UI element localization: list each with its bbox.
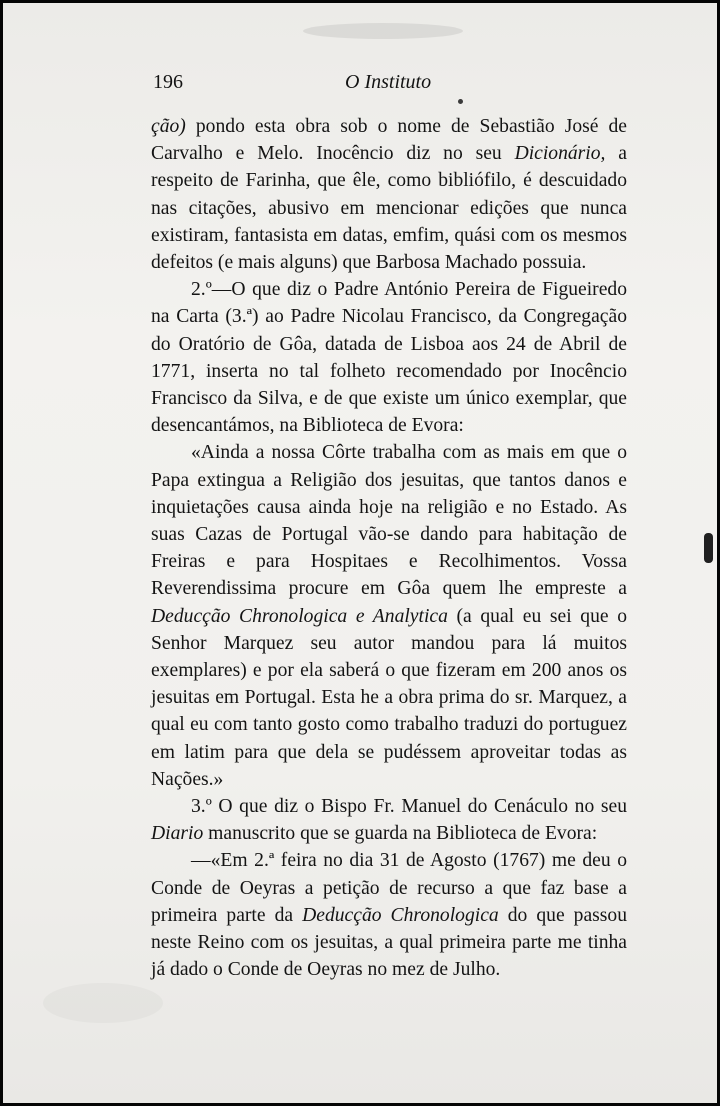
text-run: a respeito de Farinha, que êle, como bibliófilo, é descuidado nas citações, abusivo em mencionar edições que nunca existiram, fantasista em datas, emfim, quási com os mesmos defeitos (e mais alguns) que Barbosa Machado possuia. <box>151 143 627 274</box>
paragraph <box>151 113 627 276</box>
page-number: 196 <box>153 71 183 93</box>
edge-mark <box>704 533 713 563</box>
quote-paragraph <box>151 847 627 983</box>
paragraph <box>151 793 627 847</box>
text-run: manuscrito que se guarda na Biblioteca de Evora: <box>203 823 598 845</box>
text-run: do que passou neste Reino com os jesuitas, a qual primeira parte me tinha já dado o Conde de Oeyras no mez de Julho. <box>151 904 628 981</box>
italic-text-run: ção) <box>151 116 186 137</box>
italic-text-run: Deducção Chronologica <box>302 904 499 926</box>
paragraph <box>151 276 627 439</box>
text-run: pondo esta obra sob o nome de Sebastião José de Carvalho e Melo. Inocêncio diz no seu <box>151 116 627 165</box>
text-run: (a qual eu sei que o Senhor Marquez seu autor mandou para lá muitos exemplares) e por ela saberá o que fizeram em 200 anos os jesuitas em Portugal. Esta he a obra prima do sr. Marquez, a qual eu com tanto gosto como trabalho traduzi do portuguez em latim para que dela se pudéssem aproveitar todas as Nações.» <box>151 605 627 790</box>
paper-smudge <box>303 23 463 39</box>
text-run: —«Em 2.ª feira no dia 31 de Agosto (1767) me deu o Conde de Oeyras a petição de recurso a que faz base a primeira parte da <box>151 850 627 926</box>
italic-text-run: Dicionário, <box>514 143 606 165</box>
text-run: 3.º O que diz o Bispo Fr. Manuel do Cenáculo no seu <box>191 796 627 818</box>
italic-text-run: Diario <box>151 823 204 845</box>
page-header <box>153 71 623 101</box>
ink-dot <box>458 99 463 104</box>
quote-paragraph <box>151 439 627 793</box>
body-text <box>151 113 627 984</box>
paper-smudge <box>43 983 163 1023</box>
text-run: 2.º—O que diz o Padre António Pereira de Figueiredo na Carta (3.ª) ao Padre Nicolau Francisco, da Congregação do Oratório de Gôa, datada de Lisboa aos 24 de Abril de 1771, inserta no tal folheto recomendado por Inocêncio Francisco da Silva, e de que existe um único exemplar, que desencantámos, na Biblioteca de Evora: <box>151 279 627 437</box>
text-run: «Ainda a nossa Côrte trabalha com as mais em que o Papa extingua a Religião dos jesuitas, que tantos danos e inquietações causa ainda hoje na religião e no Estado. As suas Cazas de Portugal vão-se dando para habitação de Freiras e para Hospitaes e Recolhimentos. Vossa Reverendissima procure em Gôa quem lhe empreste a <box>151 442 627 600</box>
italic-text-run: Deducção Chronologica e Analytica <box>151 605 448 627</box>
running-title: O Instituto <box>345 71 432 93</box>
